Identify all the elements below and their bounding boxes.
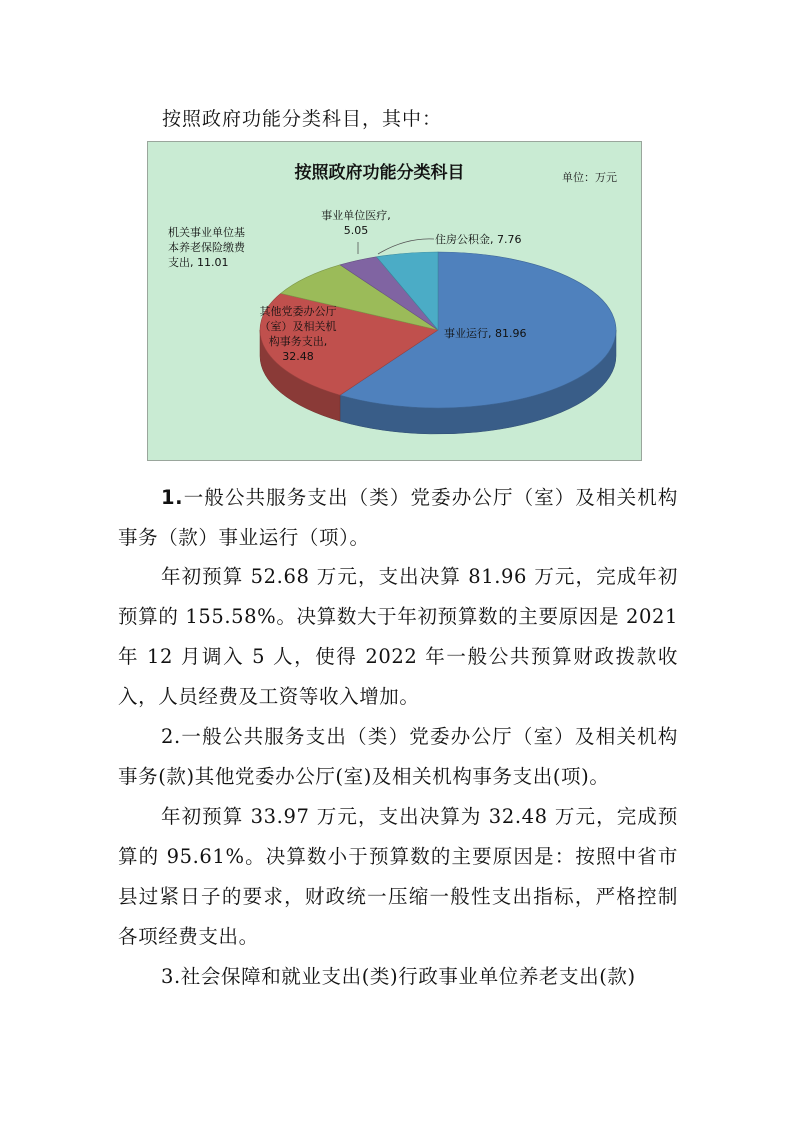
paragraph-3: 2.一般公共服务支出（类）党委办公厅（室）及相关机构事务(款)其他党委办公厅(室)及相关机构事务支出(项)。 [118, 725, 678, 788]
label-other-line4: 32.48 [282, 350, 314, 363]
chart-title: 按照政府功能分类科目 [294, 163, 465, 183]
paragraph-1-text: 一般公共服务支出（类）党委办公厅（室）及相关机构事务（款）事业运行（项）。 [118, 486, 678, 549]
label-other-line1: 其他党委办公厅 [259, 305, 337, 318]
paragraph-4: 年初预算 33.97 万元，支出决算为 32.48 万元，完成预算的 95.61%。决算数小于预算数的主要原因是：按照中省市县过紧日子的要求，财政统一压缩一般性支出指标，严格控制各项经费支出。 [118, 805, 678, 948]
label-other-line3: 构事务支出, [268, 335, 328, 348]
chart-unit: 单位：万元 [562, 171, 617, 184]
leader-housing-fund [378, 239, 434, 254]
label-medical-line1: 事业单位医疗, [321, 209, 391, 222]
label-other-line2: （室）及相关机 [259, 320, 337, 333]
label-other-affairs [244, 304, 352, 364]
label-pension-line2: 本养老保险缴费 [168, 241, 245, 254]
label-pension-line1: 机关事业单位基 [168, 226, 245, 239]
label-medical-line2: 5.05 [343, 224, 369, 237]
label-housing-fund: 住房公积金, 7.76 [435, 233, 522, 246]
label-pension-line3: 支出, 11.01 [168, 256, 229, 269]
pie-chart [147, 141, 642, 461]
paragraph-1-number: 1. [161, 486, 184, 509]
paragraph-2: 年初预算 52.68 万元，支出决算 81.96 万元，完成年初预算的 155.58%。决算数大于年初预算数的主要原因是 2021 年 12 月调入 5 人，使得 2022 年一般公共预算财政拨款收入，人员经费及工资等收入增加。 [118, 565, 678, 708]
paragraph-1 [118, 478, 678, 558]
pie-svg [148, 142, 641, 460]
label-medical [308, 208, 404, 238]
label-pension [168, 225, 260, 270]
label-shiye-yunxing: 事业运行, 81.96 [444, 327, 527, 340]
intro-text: 按照政府功能分类科目，其中： [162, 108, 443, 130]
paragraph-5: 3.社会保障和就业支出(类)行政事业单位养老支出(款) [161, 965, 636, 988]
